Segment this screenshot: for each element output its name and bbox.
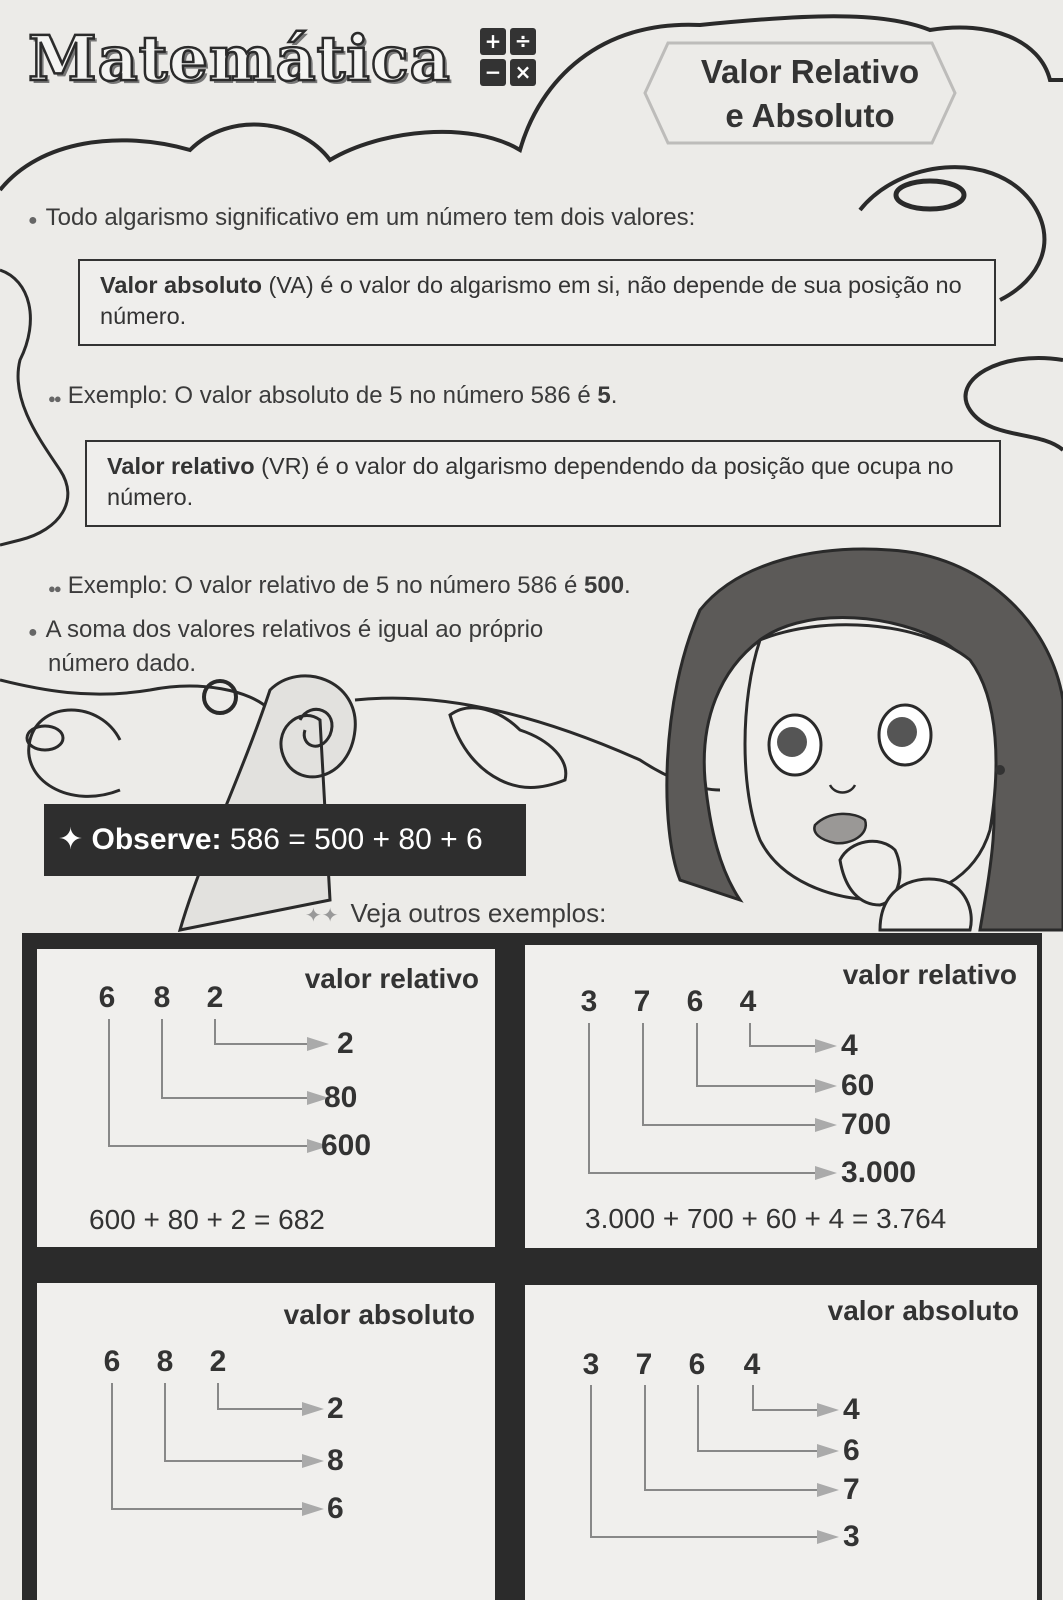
example-absolute-text: Exemplo: O valor absoluto de 5 no número 586 é: [67, 382, 598, 409]
more-examples: [305, 898, 606, 932]
example-absolute-end: .: [610, 382, 618, 409]
definition-relative-text: (VR) é o valor do algarismo dependendo da posição que ocupa no número.: [107, 453, 954, 510]
sparkle-icon: ✦: [58, 823, 84, 856]
sum-note: [28, 614, 543, 679]
panel-absolute-682: [37, 1283, 495, 1600]
digit: 3: [580, 985, 598, 1018]
sum-equation: 3.000 + 700 + 60 + 4 = 3.764: [585, 1203, 947, 1234]
digit: 2: [209, 1345, 227, 1378]
digit: 2: [206, 981, 224, 1014]
panel-absolute-3764: [525, 1285, 1037, 1600]
topic-title-line2: e Absoluto: [725, 97, 895, 134]
example-relative: [48, 570, 631, 604]
result-value: 4: [841, 1029, 858, 1062]
example-absolute: [48, 380, 617, 414]
result-value: 80: [324, 1081, 358, 1114]
arrow-lines: [525, 1285, 1037, 1600]
double-bullet-icon: ●●: [48, 391, 60, 406]
topic-title: [670, 50, 950, 138]
girl-left-pupil: [777, 727, 807, 757]
example-relative-end: .: [624, 572, 631, 599]
result-value: 3: [843, 1520, 860, 1553]
digit: 6: [688, 1348, 706, 1381]
result-value: 4: [843, 1393, 860, 1426]
bullet-icon: ●: [28, 212, 38, 229]
digit: 8: [156, 1345, 174, 1378]
cloud-right-edge: [966, 358, 1063, 450]
topic-title-line1: Valor Relativo: [700, 53, 920, 90]
arrow-lines: [37, 949, 495, 1247]
double-bullet-icon: ●●: [48, 581, 60, 596]
definition-absolute-box: [78, 259, 996, 346]
sum-note-line1: A soma dos valores relativos é igual ao próprio: [45, 616, 544, 643]
definition-absolute-text: (VA) é o valor do algarismo em si, não depende de sua posição no número.: [100, 272, 962, 329]
definition-absolute-term: Valor absoluto: [100, 272, 262, 298]
subject-logo: Matemática: [28, 22, 451, 95]
intro-text: Todo algarismo significativo em um número tem dois valores:: [45, 204, 696, 231]
result-value: 6: [843, 1434, 860, 1467]
result-value: 2: [327, 1392, 344, 1425]
digit: 4: [743, 1348, 761, 1381]
digit: 7: [633, 985, 651, 1018]
intro-line: [28, 202, 695, 236]
sparkle-pair-icon: ✦✦: [305, 905, 339, 927]
panel-title: valor absoluto: [827, 1295, 1019, 1326]
girl-lips: [814, 814, 865, 843]
panel-title: valor relativo: [842, 959, 1017, 990]
girl-hand-scroll: [450, 708, 566, 788]
digit: 8: [153, 981, 171, 1014]
observe-banner: [44, 804, 526, 876]
sum-equation: 600 + 80 + 2 = 682: [89, 1204, 325, 1235]
panel-title: valor relativo: [304, 963, 479, 994]
math-operators-icon: [480, 28, 538, 88]
digit: 6: [103, 1345, 121, 1378]
result-value: 2: [337, 1027, 354, 1060]
cloud-ring: [896, 181, 964, 209]
definition-relative-term: Valor relativo: [107, 453, 255, 479]
digit: 7: [635, 1348, 653, 1381]
panel-relative-3764: [525, 945, 1037, 1248]
digit: 6: [98, 981, 116, 1014]
girl-earring: [995, 765, 1005, 775]
observe-label: Observe:: [91, 823, 222, 856]
panel-title: valor absoluto: [283, 1299, 475, 1330]
result-value: 600: [321, 1129, 372, 1162]
bubble-2: [27, 726, 63, 750]
example-relative-answer: 500: [584, 572, 625, 599]
minus-icon: −: [480, 59, 506, 86]
example-relative-text: Exemplo: O valor relativo de 5 no número 586 é: [67, 572, 584, 599]
digit: 6: [686, 985, 704, 1018]
result-value: 7: [843, 1473, 860, 1506]
cloud-bottom: [0, 680, 270, 796]
girl-right-pupil: [887, 717, 917, 747]
times-icon: ×: [510, 59, 536, 86]
bullet-icon: ●: [28, 624, 38, 641]
digit: 3: [582, 1348, 600, 1381]
result-value: 6: [327, 1492, 344, 1525]
example-absolute-answer: 5: [597, 382, 611, 409]
arrow-lines: [37, 1283, 495, 1600]
bubble-1: [204, 681, 236, 713]
digit: 4: [739, 985, 757, 1018]
result-value: 3.000: [841, 1156, 917, 1189]
result-value: 60: [841, 1069, 875, 1102]
definition-relative-box: [85, 440, 1001, 527]
panel-relative-682: [37, 949, 495, 1247]
result-value: 700: [841, 1108, 892, 1141]
divide-icon: ÷: [510, 28, 536, 55]
more-examples-text: Veja outros exemplos:: [350, 898, 607, 928]
sum-note-line2: número dado.: [48, 650, 197, 677]
result-value: 8: [327, 1444, 344, 1477]
examples-grid: [22, 933, 1042, 1600]
plus-icon: +: [480, 28, 506, 55]
observe-text: 586 = 500 + 80 + 6: [221, 823, 483, 856]
